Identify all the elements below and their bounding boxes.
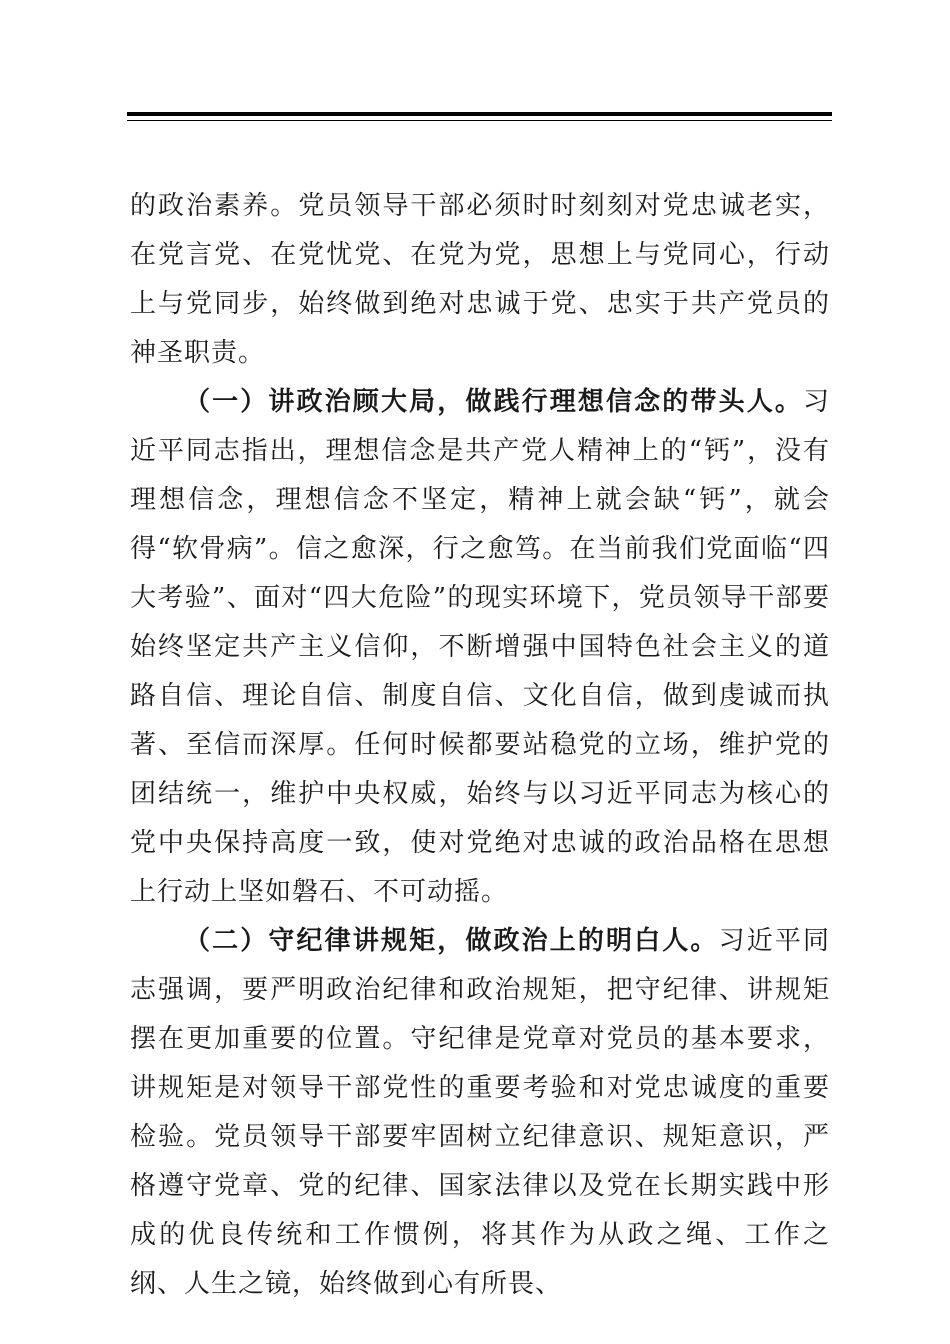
header-rule-thick (127, 112, 832, 116)
paragraph-section-one (130, 378, 830, 917)
paragraph-section-two (130, 917, 830, 1309)
paragraph-text: 习近平同志指出，理想信念是共产党人精神上的“钙”，没有理想信念，理想信念不坚定，精神上就会缺“钙”，就会得“软骨病”。信之愈深，行之愈笃。在当前我们党面临“四大考验”、面对“四大危险”的现实环境下，党员领导干部要始终坚定共产主义信仰，不断增强中国特色社会主义的道路自信、理论自信、制度自信、文化自信，做到虔诚而执著、至信而深厚。任何时候都要站稳党的立场，维护党的团结统一，维护中央权威，始终与以习近平同志为核心的党中央保持高度一致，使对党绝对忠诚的政治品格在思想上行动上坚如磐石、不可动摇。 (130, 387, 830, 907)
paragraph-text: 习近平同志强调，要严明政治纪律和政治规矩，把守纪律、讲规矩摆在更加重要的位置。守纪律是党章对党员的基本要求，讲规矩是对领导干部党性的重要考验和对党忠诚度的重要检验。党员领导干部要牢固树立纪律意识、规矩意识，严格遵守党章、党的纪律、国家法律以及党在长期实践中形成的优良传统和工作惯例，将其作为从政之绳、工作之纲、人生之镜，始终做到心有所畏、 (130, 926, 830, 1299)
section-heading: （二）守纪律讲规矩，做政治上的明白人。 (184, 926, 719, 956)
paragraph-continuation (130, 182, 830, 378)
document-body (130, 182, 830, 1309)
section-heading: （一）讲政治顾大局，做践行理想信念的带头人。 (184, 387, 803, 417)
paragraph-text: 的政治素养。党员领导干部必须时时刻刻对党忠诚老实，在党言党、在党忧党、在党为党，思想上与党同心，行动上与党同步，始终做到绝对忠诚于党、忠实于共产党员的神圣职责。 (130, 191, 830, 368)
header-rule-thin (127, 120, 832, 121)
